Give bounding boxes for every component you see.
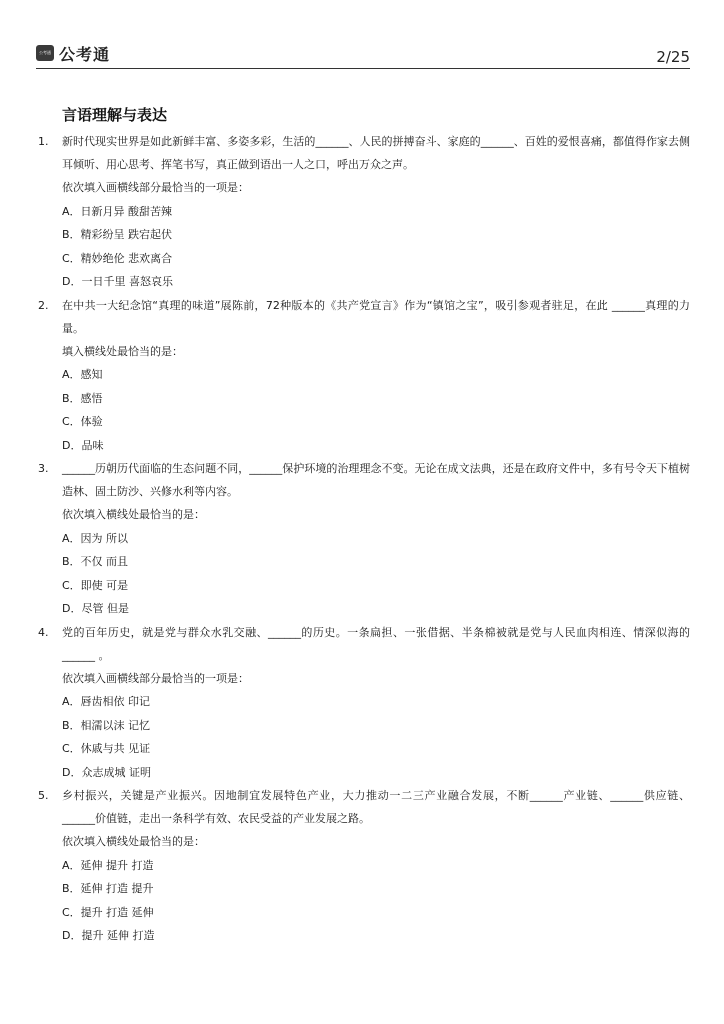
option-b: B．感悟 xyxy=(62,391,103,405)
option-c: C．提升 打造 延伸 xyxy=(62,905,154,919)
question-prompt: 依次填入画横线部分最恰当的一项是： xyxy=(62,181,249,194)
option-d: D．品味 xyxy=(62,438,104,452)
option-d: D．提升 延伸 打造 xyxy=(62,929,155,942)
option-d: D．尽管 但是 xyxy=(62,602,129,615)
question-prompt: 填入横线处最恰当的是： xyxy=(62,344,183,358)
question-prompt: 依次填入画横线部分最恰当的一项是： xyxy=(62,671,249,685)
option-b: B．不仅 而且 xyxy=(62,555,129,568)
option-c: C．体验 xyxy=(62,415,103,428)
option-a: A．因为 所以 xyxy=(62,531,129,545)
option-a: A．日新月异 酸甜苦辣 xyxy=(62,204,173,218)
option-d: D．众志成城 证明 xyxy=(62,765,151,779)
question-3 xyxy=(38,457,690,621)
logo-text: 公考通 xyxy=(59,45,111,64)
question-1 xyxy=(38,130,690,294)
question-4 xyxy=(38,621,690,785)
option-a: A．感知 xyxy=(62,368,103,381)
question-number: 5. xyxy=(38,789,49,802)
option-c: C．即使 可是 xyxy=(62,578,129,592)
question-prompt: 依次填入横线处最恰当的是： xyxy=(62,835,205,848)
option-a: A．延伸 提升 打造 xyxy=(62,858,154,872)
option-a: A．唇齿相依 印记 xyxy=(62,695,151,708)
logo-icon: 公考通 xyxy=(36,45,54,61)
option-d: D．一日千里 喜怒哀乐 xyxy=(62,275,173,288)
option-b: B．延伸 打造 提升 xyxy=(62,882,154,895)
section-title: 言语理解与表达 xyxy=(62,106,168,124)
question-text: 党的百年历史，就是党与群众水乳交融、______的历史。一条扁担、一张借据、半条棉被就是党与人民血肉相连、情深似海的______ 。 xyxy=(62,625,690,662)
question-text: 新时代现实世界是如此新鲜丰富、多姿多彩，生活的______、人民的拼搏奋斗、家庭的______、百姓的爱恨喜痛，都值得作家去侧耳倾听、用心思考、挥笔书写，真正做到语出一人之口，呼出万众之声。 xyxy=(62,135,690,171)
option-b: B．精彩纷呈 跌宕起伏 xyxy=(62,228,173,241)
page-number: 2/25 xyxy=(656,48,690,66)
question-text: 在中共一大纪念馆“真理的味道”展陈前，72种版本的《共产党宣言》作为“镇馆之宝”，吸引参观者驻足，在此 ______真理的力量。 xyxy=(62,298,690,335)
option-b: B．相濡以沫 记忆 xyxy=(62,718,151,732)
question-2 xyxy=(38,294,690,458)
question-number: 1. xyxy=(38,135,49,148)
option-c: C．精妙绝伦 悲欢离合 xyxy=(62,251,173,265)
option-c: C．休戚与共 见证 xyxy=(62,742,151,755)
question-text: ______历朝历代面临的生态问题不同，______保护环境的治理理念不变。无论在成文法典，还是在政府文件中，多有号令天下植树造林、固土防沙、兴修水利等内容。 xyxy=(62,462,690,498)
question-number: 4. xyxy=(38,625,49,639)
question-5 xyxy=(38,784,690,948)
question-prompt: 依次填入横线处最恰当的是： xyxy=(62,508,205,521)
question-number: 2. xyxy=(38,298,49,312)
question-text: 乡村振兴，关键是产业振兴。因地制宜发展特色产业，大力推动一二三产业融合发展，不断______产业链、______供应链、 ______价值链，走出一条科学有效、农民受益的产业发展之路。 xyxy=(62,789,690,825)
page-header xyxy=(36,40,690,69)
question-number: 3. xyxy=(38,462,49,475)
question-list xyxy=(38,130,690,948)
